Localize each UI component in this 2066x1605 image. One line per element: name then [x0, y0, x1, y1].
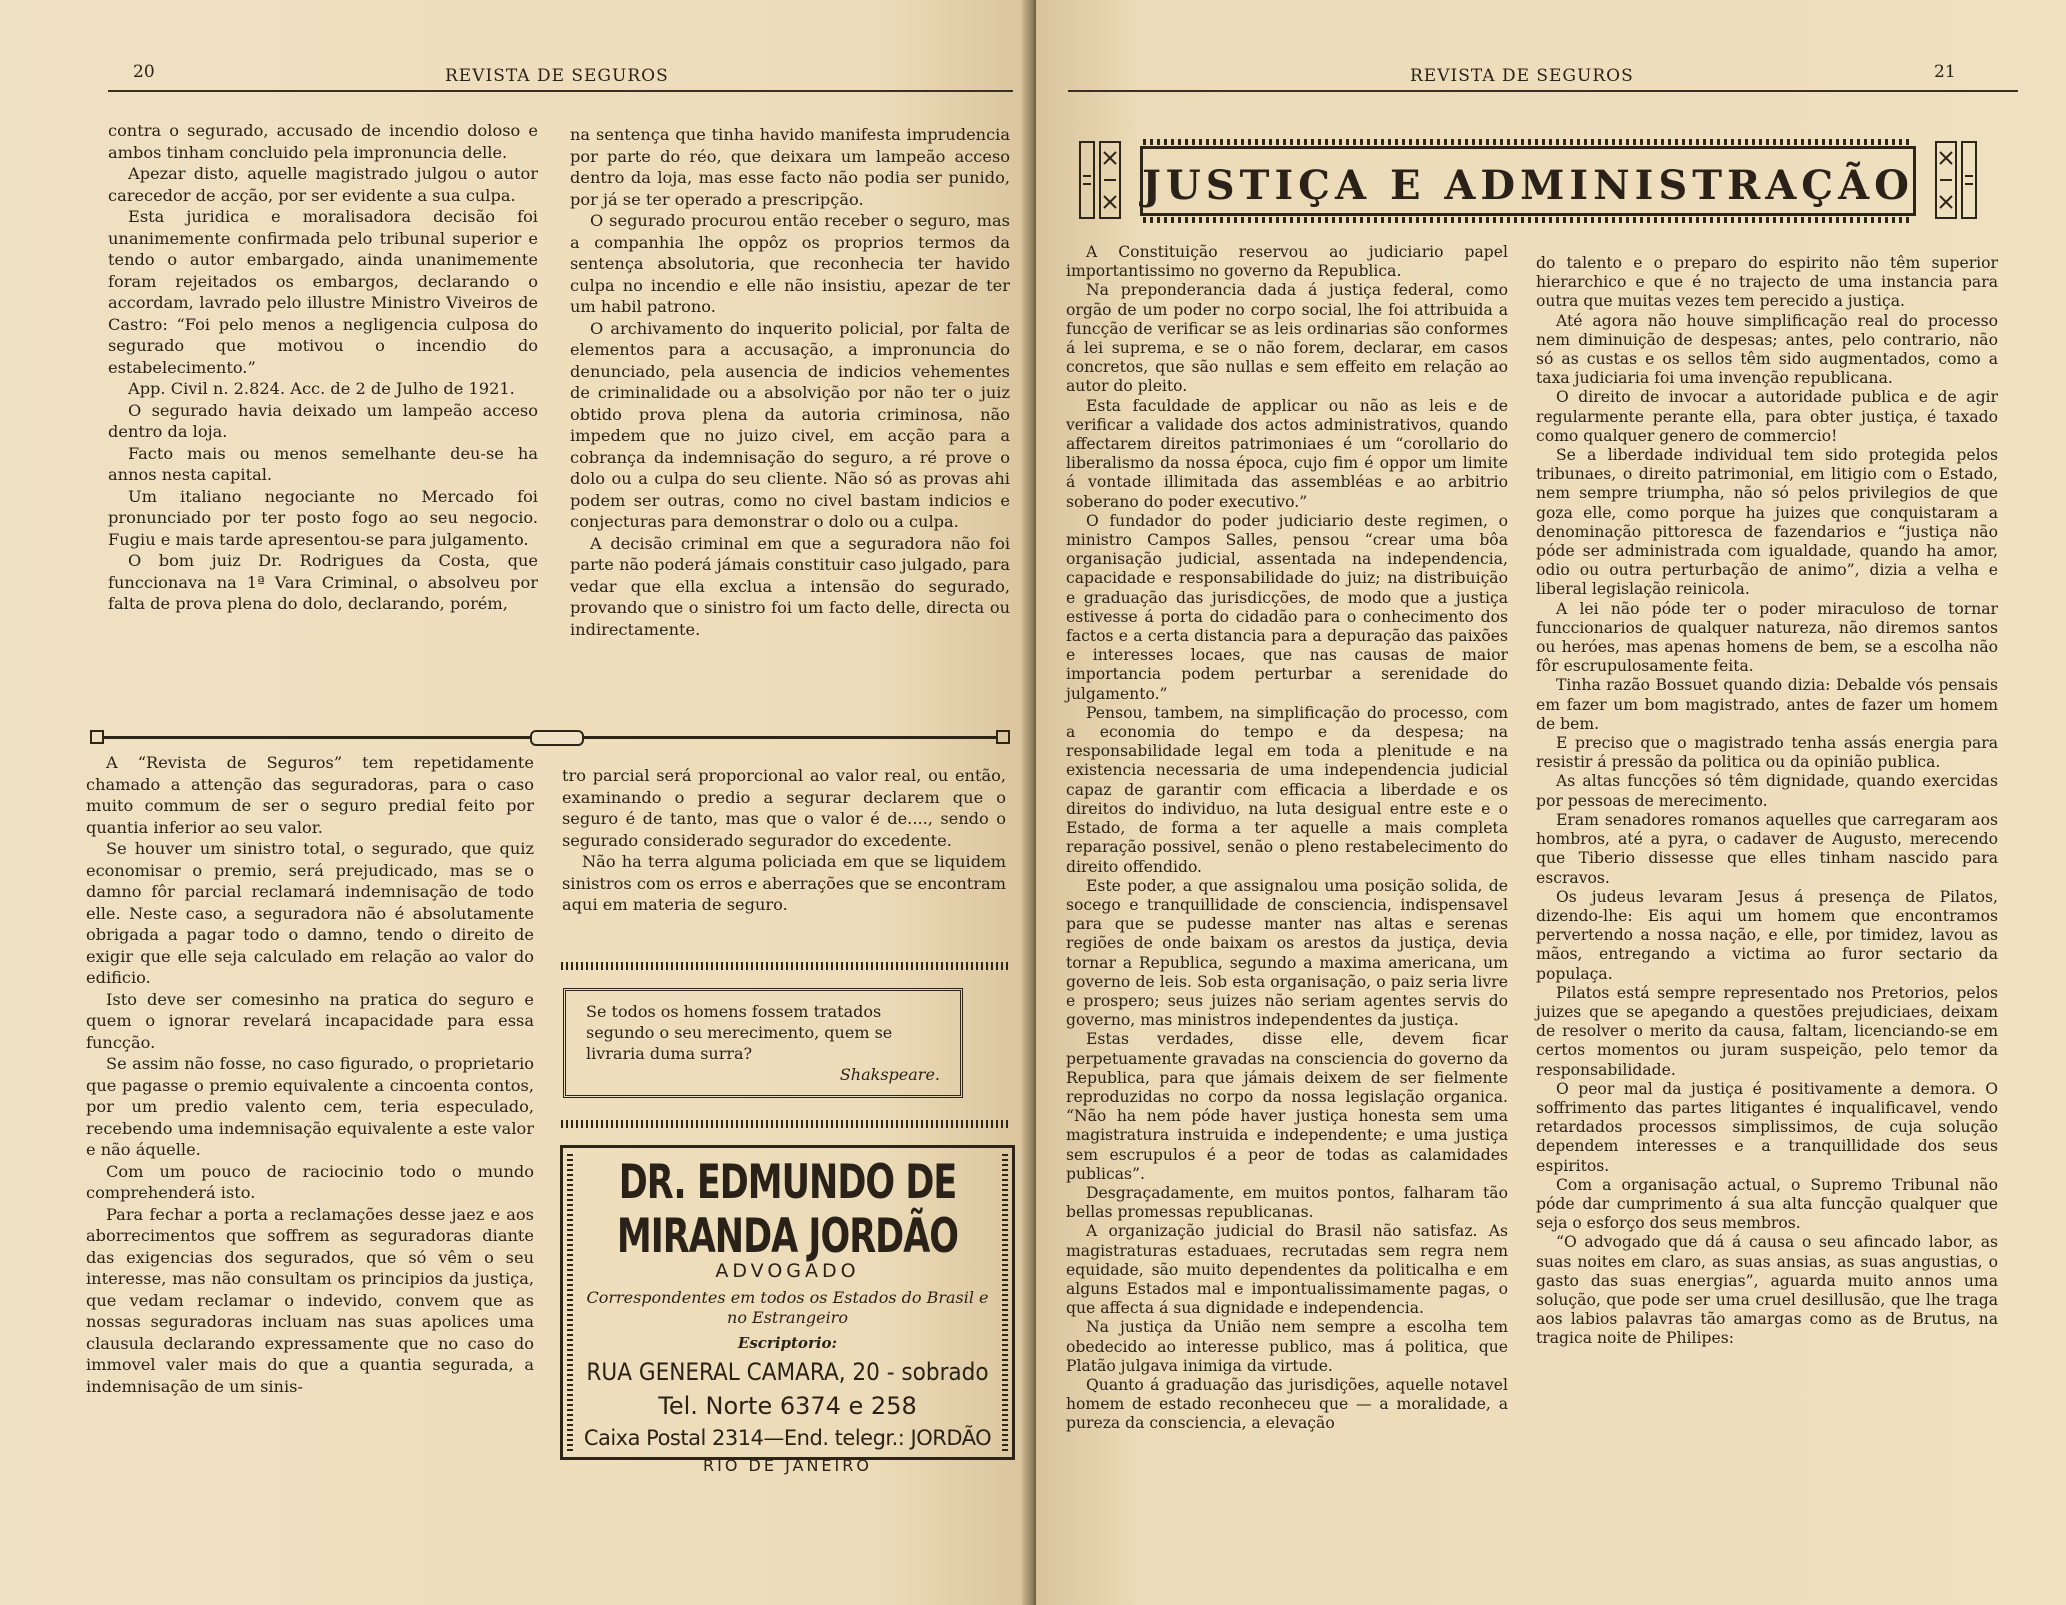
paragraph: Este poder, a que assignalou uma posição solida, de socego e tranquillidade de consciencia, indispensavel para que se pudesse manter nas altas e serenas regiões de onde baixam os arestos da justiça, devia tornar a Republica, segundo a maxima americana, um governo de leis. Sob esta organisação, o paiz seria livre e prospero; seus juizes não seriam agentes servis do governo, mas ministros independentes da justiça.: [1066, 876, 1508, 1030]
paragraph: Até agora não houve simplificação real do processo nem diminuição de despesas; antes, pelo contrario, não só as custas e os sellos têm sido augmentados, como a taxa judiciaria foi uma invenção republicana.: [1536, 311, 1998, 388]
paragraph: Apezar disto, aquelle magistrado julgou o autor carecedor de acção, por ser evidente a sua culpa.: [108, 164, 538, 205]
page-number: 20: [133, 62, 155, 82]
ad-address: RUA GENERAL CAMARA, 20 - sobrado: [586, 1358, 989, 1386]
ad-title: ADVOGADO: [715, 1260, 860, 1282]
left-page: [0, 0, 1030, 1605]
paragraph: Estas verdades, disse elle, devem ficar perpetuamente gravadas na consciencia do governo da Republica, para que jámais deixem de ser fielmente reproduzidas no corpo da nossa legislação organica. “Não ha nem póde haver justiça honesta sem uma magistratura instruida e independente; e uma justiça sem escrupulos é a peor de todas as calamidades publicas”.: [1066, 1030, 1508, 1183]
paragraph: tro parcial será proporcional ao valor real, ou então, examinando o predio a segurar declarem que o seguro é de tanto, mas que o valor é de...., sendo o segurado considerado segurador do excedente.: [562, 766, 1006, 850]
right-article-column-1: [1066, 243, 1508, 1434]
paragraph: O bom juiz Dr. Rodrigues da Costa, que funccionava na 1ª Vara Criminal, o absolveu por falta de prova plena do dolo, declarando, porém,: [108, 551, 538, 613]
section-banner: [1078, 138, 1978, 222]
paragraph: “O advogado que dá á causa o seu afincado labor, as suas noites em claro, as suas ansias, as suas angustias, o gasto das suas energias”, aguarda muito annos uma solução, que pode ser uma cruel desillusão, que lhe traga aos labios palavras tão amargas como as de Brutus, na tragica noite de Philipes:: [1536, 1233, 1998, 1348]
running-head: REVISTA DE SEGUROS: [445, 66, 669, 86]
ad-office-label: Escriptorio:: [737, 1334, 838, 1352]
ornament-icon: [1932, 138, 1978, 222]
paragraph: Esta faculdade de applicar ou não as leis e de verificar a validade dos actos administrativos, quando affectarem direitos patrimoniaes é um “corollario do liberalismo da nossa época, cujo fim é oppor um limite á vontade illimitada das assembléas e ao arbitrio soberano do poder executivo.”: [1066, 396, 1508, 511]
section-divider: [90, 730, 1010, 744]
paragraph: Na preponderancia dada á justiça federal, como orgão de um poder no corpo social, lhe foi attribuida a funcção de verificar se as leis ordinarias são conformes á lei suprema, e se o não forem, declarar, em casos concretos, que são nullas e sem effeito em relação ao autor do pleito.: [1066, 281, 1508, 396]
paragraph: na sentença que tinha havido manifesta imprudencia por parte do réo, que deixara um lampeão acceso dentro da loja, mas esse facto não podia ser punido, por já se ter operado a prescripção.: [570, 125, 1010, 209]
header-rule: [108, 90, 1013, 92]
ad-phone: Tel. Norte 6374 e 258: [658, 1392, 917, 1420]
paragraph: Se assim não fosse, no caso figurado, o proprietario que pagasse o premio equivalente a cincoenta contos, por um predio valento cem, teria especulado, recebendo uma indemnisação equivalente a este valor e não áquelle.: [86, 1054, 534, 1159]
paragraph: Para fechar a porta a reclamações desse jaez e aos aborrecimentos que soffrem as seguradoras diante das exigencias dos segurados, que só vêm o seu interesse, mas não consultam os principios da justiça, que vedam reclamar o indevido, convem que as nossas seguradoras incluam nas suas apolices uma clausula declarando expressamente que no caso do immovel valer mais do que a quantia segurada, a indemnisação de um sinis-: [86, 1204, 534, 1396]
paragraph: Não ha terra alguma policiada em que se liquidem sinistros com os erros e aberrações que se encontram aqui em materia de seguro.: [562, 852, 1006, 914]
paragraph: contra o segurado, accusado de incendio doloso e ambos tinham concluido pela impronuncia delle.: [108, 121, 538, 162]
right-article-column-2: [1536, 254, 1998, 1349]
paragraph: O direito de invocar a autoridade publica e de agir regularmente perante ella, para obter justiça, é taxado como qualquer genero de commercio!: [1536, 388, 1998, 445]
ad-city: RIO DE JANEIRO: [703, 1456, 872, 1475]
paragraph: do talento e o preparo do espirito não têm superior hierarchico e que é no trajecto de uma instancia para outra que muitas vezes tem perecido a justiça.: [1536, 254, 1998, 311]
paragraph: O peor mal da justiça é positivamente a demora. O soffrimento das partes litigantes é inqualificavel, vendo retardados processos simplissimos, de cuja solução dependem interesses e a tranquillidade dos seus espiritos.: [1536, 1079, 1998, 1175]
paragraph: A “Revista de Seguros” tem repetidamente chamado a attenção das seguradoras, para o caso muito commum de ser o seguro predial feito por quantia inferior ao seu valor.: [86, 753, 534, 837]
left-article-column-3: [86, 752, 534, 1397]
paragraph: As altas funcções só têm dignidade, quando exercidas por pessoas de merecimento.: [1536, 772, 1998, 810]
hatched-rule: [561, 962, 1008, 970]
paragraph: Com a organisação actual, o Supremo Tribunal não póde dar cumprimento á sua alta funcção qualquer que seja o esforço dos seus membros.: [1536, 1175, 1998, 1233]
ad-subtitle: Correspondentes em todos os Estados do Brasil e no Estrangeiro: [586, 1288, 989, 1327]
paragraph: O fundador do poder judiciario deste regimen, o ministro Campos Salles, pensou “crear uma bôa organisação judicial, assentada na independencia, capacidade e responsabilidade do juiz; na distribuição e graduação das jurisdicções, de modo que a justiça estivesse á porta do cidadão para o conhecimento dos factos e a certa distancia para a depuração das paixões e interesses locaes, que nas causas de maior importancia podem perturbar a serenidade do julgamento.”: [1066, 511, 1508, 703]
running-head: REVISTA DE SEGUROS: [1410, 66, 1634, 86]
paragraph: Os judeus levaram Jesus á presença de Pilatos, dizendo-lhe: Eis aqui um homem que encontramos pervertendo a nossa nação, e elle, por timidez, lavou as mãos, entregando a victima ao furor sectario da populaça.: [1536, 887, 1998, 983]
paragraph: A organização judicial do Brasil não satisfaz. As magistraturas estaduaes, recrutadas sem regra nem equidade, são muito dependentes da politicalha e em alguns Estados mal e impontualissimamente pagas, o que affecta á sua dignidade e independencia.: [1066, 1222, 1508, 1318]
paragraph: Se a liberdade individual tem sido protegida pelos tribunaes, o direito patrimonial, em litigio com o Estado, nem sempre triumpha, não só pelos privilegios de que goza elle, como porque ha juizes que conquistaram a denominação pittoresca de fazendarios e “justiça não póde ser administrada com igualdade, quando ha amor, odio ou outra perturbação de animo”, dizia a velha e liberal legislação reinicola.: [1536, 446, 1998, 599]
left-article-column-2: [570, 124, 1010, 640]
paragraph: App. Civil n. 2.824. Acc. de 2 de Julho de 1921.: [128, 379, 515, 398]
ornament-icon: [1078, 138, 1124, 222]
hatched-rule: [561, 1120, 1008, 1128]
paragraph: Pilatos está sempre representado nos Pretorios, pelos juizes que se apegando a questões prejudiciaes, deixam de resolver o merito da causa, faltam, licenciando-se em certos momentos ou juram suspeição, pelo temor da responsabilidade.: [1536, 983, 1998, 1079]
paragraph: Pensou, tambem, na simplificação do processo, com a economia do tempo e da despesa; na responsabilidade legal em toda a plenitude e na existencia necessaria de uma independencia judicial capaz de garantir com efficacia a liberdade e os direitos do individuo, na luta desigual entre este e o Estado, de forma a ter aquelle a mais completa reparação possivel, senão o pleno restabelecimento do direito offendido.: [1066, 703, 1508, 876]
lawyer-advertisement: [560, 1145, 1015, 1475]
paragraph: Um italiano negociante no Mercado foi pronunciado por ter posto fogo ao seu negocio. Fugiu e mais tarde apresentou-se para julgamento.: [108, 486, 538, 549]
quote-text: Se todos os homens fossem tratados segundo o seu merecimento, quem se livraria duma surra?: [586, 1002, 893, 1063]
paragraph: Isto deve ser comesinho na pratica do seguro e quem o ignorar revelará incapacidade para essa funcção.: [86, 989, 534, 1052]
paragraph: Na justiça da União nem sempre a escolha tem obedecido ao interesse publico, mas á politica, que Platão julgava inimiga da virtude.: [1066, 1318, 1508, 1375]
left-article-column-4: [562, 765, 1006, 916]
paragraph: Esta juridica e moralisadora decisão foi unanimemente confirmada pelo tribunal superior e tendo o autor embargado, ainda unanimemente foram rejeitados os embargos, declarando o accordam, lavrado pelo illustre Ministro Viveiros de Castro: “Foi pelo menos a negligencia culposa do segurado que motivou o incendio do estabelecimento.”: [108, 207, 538, 377]
paragraph: E preciso que o magistrado tenha assás energia para resistir á pressão da politica ou da opinião publica.: [1536, 734, 1998, 772]
paragraph: Facto mais ou menos semelhante deu-se ha annos nesta capital.: [108, 443, 538, 484]
paragraph: O segurado havia deixado um lampeão acceso dentro da loja.: [108, 400, 538, 441]
paragraph: O segurado procurou então receber o seguro, mas a companhia lhe oppôz os proprios termos da sentença absolutoria, que reconhecia ter havido culpa no incendio e elle não insistiu, apezar de ter um habil patrono.: [570, 211, 1010, 316]
paragraph: Com um pouco de raciocinio todo o mundo comprehenderá isto.: [86, 1161, 534, 1202]
paragraph: Tinha razão Bossuet quando dizia: Debalde vós pensais em fazer um bom magistrado, antes de fazer um homem de bem.: [1536, 676, 1998, 733]
paragraph: A Constituição reservou ao judiciario papel importantissimo no governo da Republica.: [1066, 243, 1508, 281]
quote-author: Shakspeare.: [839, 1065, 940, 1084]
paragraph: Desgraçadamente, em muitos pontos, falharam tão bellas promessas republicanas.: [1066, 1183, 1508, 1222]
paragraph: A lei não póde ter o poder miraculoso de tornar funccionarios de qualquer natureza, não diremos santos ou heróes, mas apenas homens de bem, se a escolha não fôr escrupulosamente feita.: [1536, 599, 1998, 676]
ad-name: DR. EDMUNDO DE MIRANDA JORDÃO: [616, 1156, 959, 1264]
ad-postal-box: Caixa Postal 2314—End. telegr.: JORDÃO: [583, 1426, 992, 1450]
left-article-column-1: [108, 120, 538, 615]
page-number: 21: [1934, 62, 1956, 82]
paragraph: A decisão criminal em que a seguradora não foi parte não poderá jámais constituir caso julgado, para vedar que ella exclua a intensão do segurado, provando que o sinistro foi um facto delle, directa ou indirectamente.: [570, 533, 1010, 639]
paragraph: Eram senadores romanos aquelles que carregaram aos hombros, até a pyra, o cadaver de Augusto, merecendo que Tiberio dissesse que elles tinham nascido para escravos.: [1536, 810, 1998, 887]
paragraph: Se houver um sinistro total, o segurado, que quiz economisar o premio, será prejudicado, mas se o damno fôr parcial reclamará indemnisação de todo elle. Neste caso, a seguradora não é absolutamente obrigada a pagar todo o damno, tendo o direito de exigir que elle seja calculado em relação ao valor do edificio.: [86, 839, 534, 987]
paragraph: O archivamento do inquerito policial, por falta de elementos para a accusação, a impronuncia do denunciado, pela ausencia de indicios vehementes de criminalidade ou a absolvição por não ter o juiz obtido prova plena da autoria criminosa, não impedem que no juizo civel, em acção para a cobrança da indemnisação do seguro, a ré prove o dolo ou a culpa do seu cliente. Não só as provas ahi podem ser outras, como no civel bastam indicios e conjecturas para demonstrar o dolo ou a culpa.: [570, 318, 1010, 531]
header-rule: [1068, 90, 2018, 92]
quote-box: [563, 988, 963, 1098]
section-title: JUSTIÇA E ADMINISTRAÇÃO: [1141, 162, 1914, 209]
paragraph: Quanto á graduação das jurisdições, aquelle notavel homem de estado reconheceu que — a moralidade, a pureza da consciencia, a elevação: [1066, 1375, 1508, 1433]
